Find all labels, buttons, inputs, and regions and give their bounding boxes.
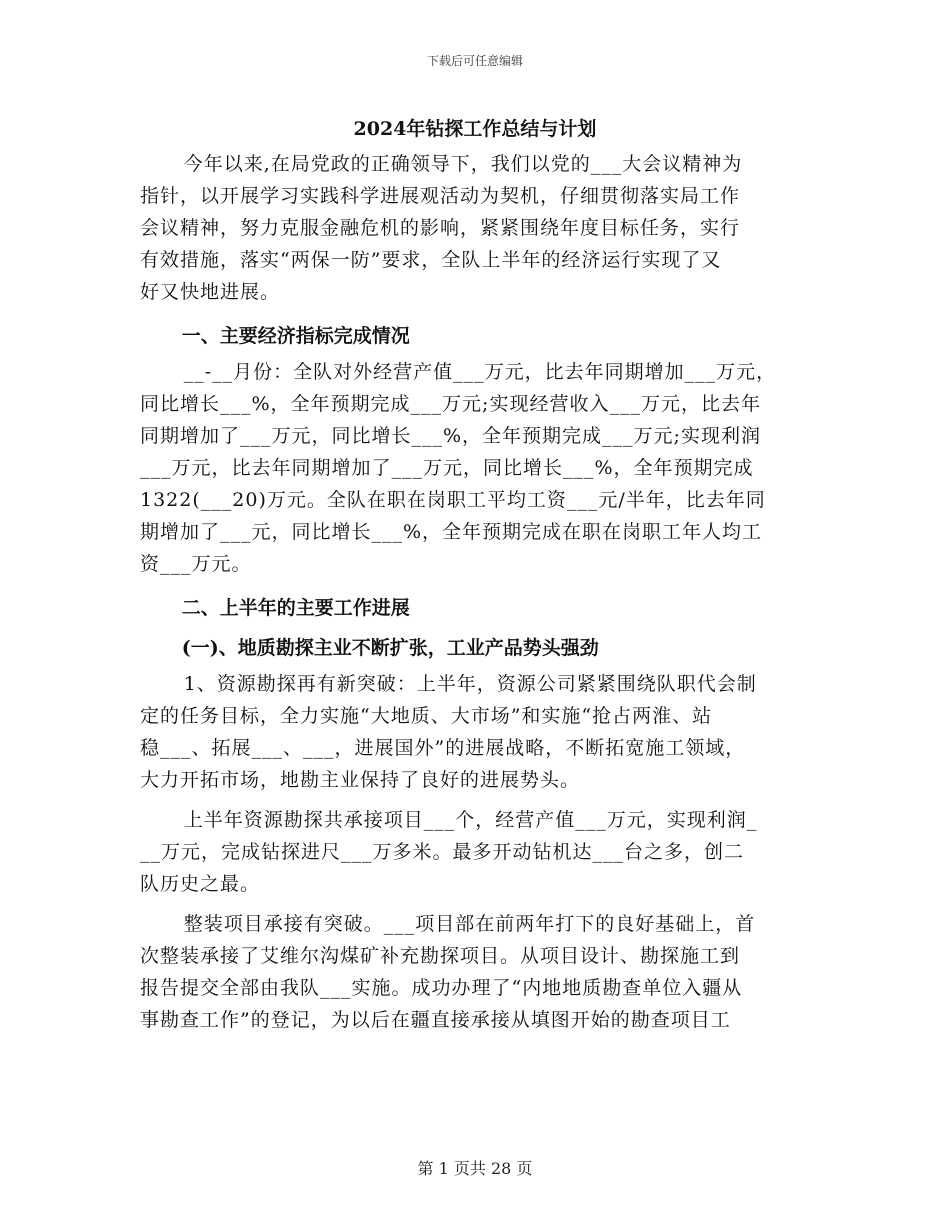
text-line: 整装项目承接有突破。___项目部在前两年打下的良好基础上，首 (183, 913, 756, 935)
text-line: 队历史之最。 (140, 873, 261, 895)
text-line: 次整装承接了艾维尔沟煤矿补充勘探项目。从项目设计、勘探施工到 (140, 945, 741, 967)
text-line: 定的任务目标，全力实施“大地质、大市场”和实施“抢占两淮、站 (140, 705, 713, 727)
intro-paragraph (140, 148, 810, 308)
text-line: 事勘查工作”的登记，为以后在疆直接承接从填图开始的勘查项目工 (140, 1009, 731, 1031)
subsection-paragraph-2 (140, 804, 810, 900)
document-title: 2024年钻探工作总结与计划 (353, 118, 597, 140)
text-line: 会议精神，努力克服金融危机的影响，紧紧围绕年度目标任务，实行 (140, 217, 741, 239)
subsection-paragraph-3 (140, 908, 810, 1036)
text-line: 稳___、拓展___、___，进展国外”的进展战略，不断拓宽施工领域， (140, 737, 746, 759)
section1-paragraph (140, 356, 810, 580)
section-heading-1: 一、主要经济指标完成情况 (181, 325, 410, 347)
text-line: __-__月份：全队对外经营产值___万元，比去年同期增加___万元， (183, 361, 777, 383)
subsection-paragraph-1 (140, 668, 810, 796)
text-line: 好又快地进展。 (140, 281, 281, 303)
text-line: 1、资源勘探再有新突破：上半年，资源公司紧紧围绕队职代会制 (183, 673, 757, 695)
text-line: 有效措施，落实“两保一防”要求，全队上半年的经济运行实现了又 (140, 249, 722, 271)
text-line: 指针，以开展学习实践科学进展观活动为契机，仔细贯彻落实局工作 (140, 185, 741, 207)
text-line: 同期增加了___万元，同比增长___%，全年预期完成___万元;实现利润 (140, 425, 761, 447)
text-line: __万元，完成钻探进尺___万多米。最多开动钻机达___台之多，创二 (140, 841, 745, 863)
text-line: 资___万元。 (140, 553, 252, 575)
text-line: 上半年资源勘探共承接项目___个，经营产值___万元，实现利润_ (183, 809, 758, 831)
page-header: 下载后可任意编辑 (426, 54, 523, 68)
document-body (140, 110, 810, 1036)
section-heading-2: 二、上半年的主要工作进展 (181, 597, 410, 619)
page-footer: 第 1 页共 28 页 (417, 1159, 533, 1178)
subsection-heading-2-1: (一)、地质勘探主业不断扩张，工业产品势头强劲 (181, 637, 599, 659)
text-line: 报告提交全部由我队___实施。成功办理了“内地地质勘查单位入疆从 (140, 977, 743, 999)
text-line: ___万元，比去年同期增加了___万元，同比增长___%，全年预期完成 (140, 457, 754, 479)
text-line: 1322(___20)万元。全队在职在岗职工平均工资___元/半年，比去年同 (140, 489, 766, 511)
text-line: 同比增长___%，全年预期完成___万元;实现经营收入___万元，比去年 (140, 393, 761, 415)
text-line: 大力开拓市场，地勘主业保持了良好的进展势头。 (140, 769, 581, 791)
text-line: 今年以来,在局党政的正确领导下，我们以党的___大会议精神为 (183, 153, 743, 175)
text-line: 期增加了___元，同比增长___%，全年预期完成在职在岗职工年人均工 (140, 521, 763, 543)
